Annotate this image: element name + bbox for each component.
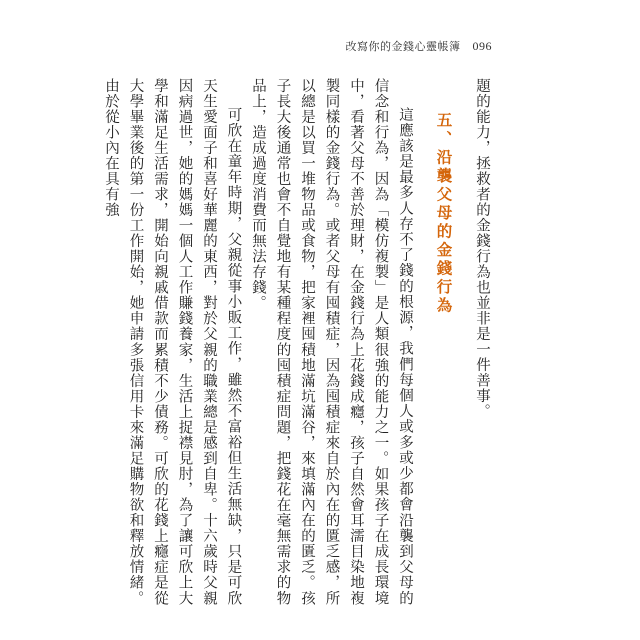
vertical-text-body [103, 78, 494, 606]
continued-paragraph: 題的能力，拯救者的金錢行為也並非是一件善事。 [474, 78, 490, 419]
book-title: 改寫你的金錢心靈帳簿 [345, 40, 461, 53]
page-number: 096 [472, 39, 492, 53]
running-header [346, 38, 493, 54]
section-heading: 五、沿襲父母的金錢行為 [434, 112, 453, 316]
body-paragraph: 這應該是最多人存不了錢的根源，我們每個人或多或少都會沿襲到父母的信念和行為，因為「模仿複製」是人類很強的能力之一。如果孩子在成長環境中，看著父母不善於理財，在金錢行為上花錢成癮，孩子自然會耳濡目染地複製同樣的金錢行為。或者父母有囤積症，因為囤積症來自於內在的匱乏感，所以總是以買一堆物品或食物，把家裡囤積地滿坑滿谷，來填滿內在的匱乏。孩子長大後通常也會不自覺地有某種程度的囤積症問題，把錢花在毫無需求的物品上，造成過度消費而無法存錢。 [250, 78, 413, 606]
body-paragraph: 可欣在童年時期，父親從事小販工作，雖然不富裕但生活無缺，只是可欣天生愛面子和喜好華麗的東西，對於父親的職業總是感到自卑。十六歲時父親因病過世，她的媽媽一個人工作賺錢養家，生活上捉襟見肘，為了讓可欣上大學和滿足生活需求，開始向親戚借款而累積不少債務。可欣的花錢上癮症是從大學畢業後的第一份工作開始，她申請多張信用卡來滿足購物欲和釋放情緒。由於從小內在具有強 [103, 78, 242, 606]
